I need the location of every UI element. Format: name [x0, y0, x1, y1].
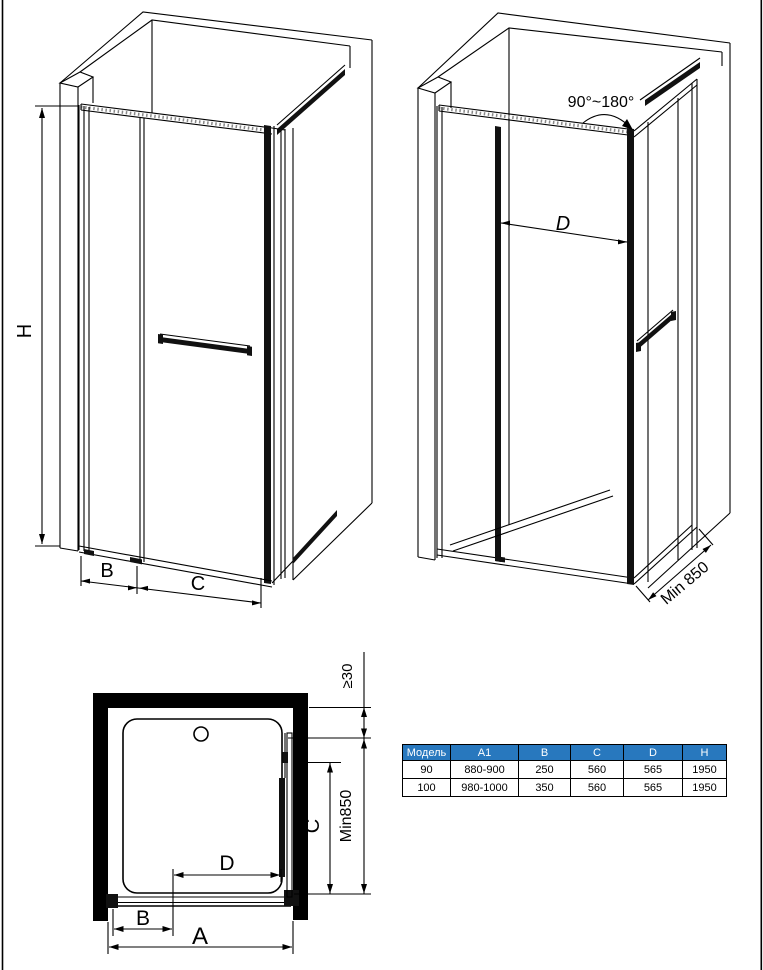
cell-h: 1950: [683, 779, 727, 797]
dim-label-min850-plan: Min850: [338, 789, 355, 843]
dim-label-c-iso: C: [190, 573, 206, 595]
open-frame: [437, 105, 633, 584]
header-model: Модель: [403, 745, 451, 761]
angle-range-label: 90°~180°: [567, 94, 635, 111]
dim-label-h: H: [14, 323, 36, 339]
dim-label-c-plan: C: [302, 818, 324, 834]
closed-door-handle: [158, 334, 252, 356]
cell-d: 565: [624, 779, 683, 797]
spec-table-header-row: [403, 745, 727, 761]
header-c: C: [571, 745, 624, 761]
spec-table: [402, 744, 727, 797]
dim-label-d-iso: D: [555, 213, 571, 235]
dim-label-wall-gap: ≥30: [339, 663, 356, 689]
cell-a1: 980-1000: [451, 779, 519, 797]
cell-c: 560: [571, 761, 624, 779]
isometric-closed-view: [35, 12, 372, 608]
dim-label-d-plan: D: [219, 852, 235, 875]
cell-model: 90: [403, 761, 451, 779]
closed-frame: [79, 104, 293, 587]
spec-table-row-90: [403, 761, 727, 779]
cell-c: 560: [571, 779, 624, 797]
spec-table-row-100: [403, 779, 727, 797]
cell-b: 350: [519, 779, 571, 797]
shower-tray: [123, 719, 282, 893]
header-b: B: [519, 745, 571, 761]
cell-b: 250: [519, 761, 571, 779]
closed-walls: [60, 12, 372, 580]
cell-h: 1950: [683, 761, 727, 779]
dim-label-b-plan: B: [135, 907, 151, 930]
header-h: H: [683, 745, 727, 761]
cell-a1: 880-900: [451, 761, 519, 779]
dim-label-b-iso: B: [100, 560, 114, 582]
header-a1: A1: [451, 745, 519, 761]
dim-label-a-plan: A: [191, 923, 209, 950]
cell-d: 565: [624, 761, 683, 779]
drain-hole: [194, 727, 208, 741]
header-d: D: [624, 745, 683, 761]
dim-label-min850-iso: Min 850: [657, 558, 713, 609]
plan-view: [93, 652, 371, 954]
dimension-h: [35, 106, 78, 546]
cell-model: 100: [403, 779, 451, 797]
closed-side-panel: [277, 65, 345, 579]
open-door-handle: [636, 310, 676, 352]
